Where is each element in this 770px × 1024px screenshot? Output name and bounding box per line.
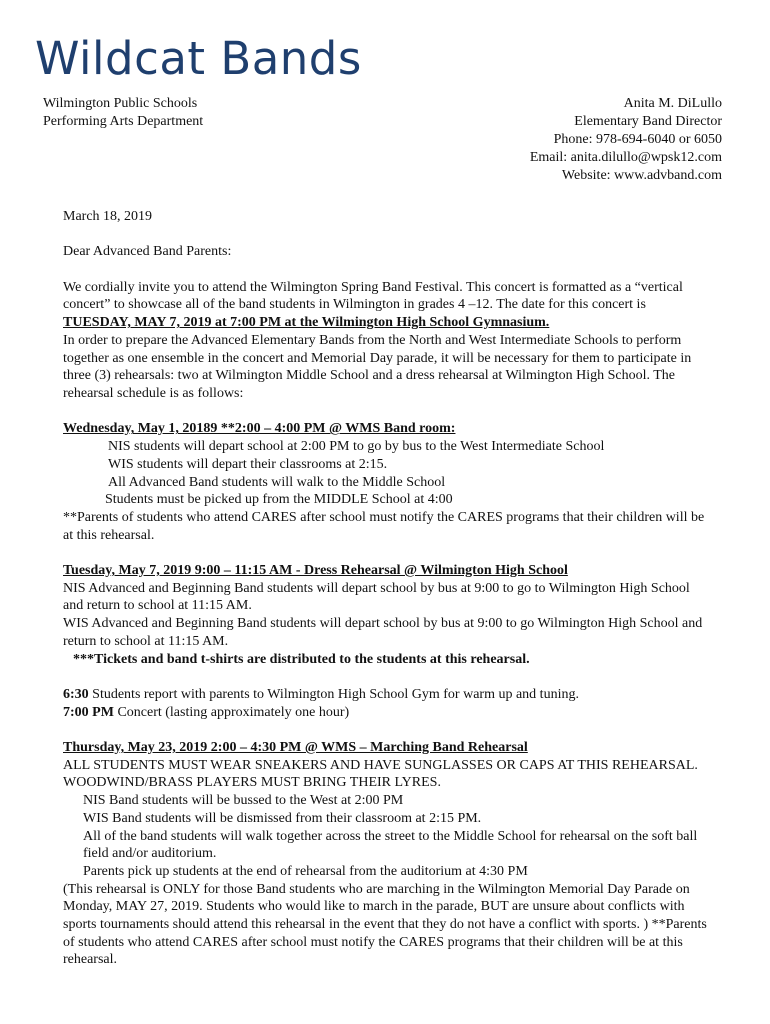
rehearsal3-item: WIS Band students will be dismissed from their classroom at 2:15 PM. bbox=[83, 810, 482, 826]
director-phone: Phone: 978-694-6040 or 6050 bbox=[553, 132, 722, 147]
rehearsal1-item: WIS students will depart their classrooms at 2:15. bbox=[108, 456, 388, 472]
director-email: Email: anita.dilullo@wpsk12.com bbox=[529, 150, 722, 165]
prep-paragraph: In order to prepare the Advanced Elementary Bands from the North and West Intermediate Schools to perform together as one ensemble in the concert and Memorial Day parade, it will be necessary for them to participate in three (3) rehearsals: two at Wilmington Middle School and a dress rehearsal at Wilmington High School. The rehearsal schedule is as follows: bbox=[63, 332, 692, 401]
rehearsal3-item: All of the band students will walk together across the street to the Middle School for rehearsal on the soft ball field and/or auditorium. bbox=[83, 828, 698, 862]
concert-start-time bbox=[63, 704, 713, 722]
concert-date-highlight: TUESDAY, MAY 7, 2019 at 7:00 PM at the Wilmington High School Gymnasium. bbox=[63, 315, 550, 331]
school-name: Wilmington Public Schools bbox=[43, 96, 198, 111]
intro-paragraph bbox=[63, 279, 713, 332]
rehearsal2-nis: NIS Advanced and Beginning Band students will depart school by bus at 9:00 to go to Wilmington High School and return to school at 11:15 AM. bbox=[63, 580, 690, 614]
director-website: Website: www.advband.com bbox=[561, 168, 722, 183]
rehearsal1-item: All Advanced Band students will walk to the Middle School bbox=[108, 474, 446, 490]
contact-info bbox=[530, 95, 722, 185]
rehearsal2-heading: Tuesday, May 7, 2019 9:00 – 11:15 AM - Dress Rehearsal @ Wilmington High School bbox=[63, 563, 568, 578]
rehearsal1-item: Students must be picked up from the MIDDLE School at 4:00 bbox=[105, 492, 453, 508]
call-time-text: Students report with parents to Wilmington High School Gym for warm up and tuning. bbox=[88, 686, 579, 702]
letter-date: March 18, 2019 bbox=[63, 209, 153, 224]
director-name: Anita M. DiLullo bbox=[623, 96, 722, 111]
school-info bbox=[43, 95, 203, 131]
rehearsal1-heading: Wednesday, May 1, 20189 **2:00 – 4:00 PM @ WMS Band room: bbox=[63, 421, 456, 437]
salutation: Dear Advanced Band Parents: bbox=[63, 244, 232, 260]
rehearsal2-wis: WIS Advanced and Beginning Band students will depart school by bus at 9:00 to go Wilmington High School and return to school at 11:15 AM. bbox=[63, 616, 703, 649]
rehearsal3-note: (This rehearsal is ONLY for those Band students who are marching in the Wilmington Memorial Day Parade on Monday, MAY 27, 2019. Students who would like to march in the parade, BUT are unsure about conflicts with sports tournaments should attend this rehearsal in the event that they do not have a conflict with sports. ) **Parents of students who attend CARES after school must notify the CARES programs that their children will be at this rehearsal. bbox=[63, 881, 707, 968]
intro-text: We cordially invite you to attend the Wilmington Spring Band Festival. This concert is formatted as a “vertical concert” to showcase all of the band students in Wilmington in grades 4 –12. The date for this concert is bbox=[63, 279, 683, 313]
start-time: 7:00 PM bbox=[63, 704, 114, 720]
rehearsal3-heading: Thursday, May 23, 2019 2:00 – 4:30 PM @ WMS – Marching Band Rehearsal bbox=[63, 740, 528, 755]
tickets-note: ***Tickets and band t-shirts are distributed to the students at this rehearsal. bbox=[73, 651, 530, 667]
rehearsal3-requirements: ALL STUDENTS MUST WEAR SNEAKERS AND HAVE SUNGLASSES OR CAPS AT THIS REHEARSAL. WOODWIND/BRASS PLAYERS MUST BRING THEIR LYRES. bbox=[63, 757, 698, 791]
concert-call-time bbox=[63, 686, 713, 704]
page-title: Wildcat Bands bbox=[35, 32, 362, 85]
rehearsal3-item: NIS Band students will be bussed to the West at 2:00 PM bbox=[83, 793, 404, 809]
rehearsal1-note: **Parents of students who attend CARES after school must notify the CARES programs that their children will be at this rehearsal. bbox=[63, 509, 705, 543]
department-name: Performing Arts Department bbox=[43, 114, 204, 129]
rehearsal3-item: Parents pick up students at the end of rehearsal from the auditorium at 4:30 PM bbox=[83, 863, 528, 879]
start-time-text: Concert (lasting approximately one hour) bbox=[113, 704, 350, 720]
call-time: 6:30 bbox=[63, 686, 89, 702]
letter-body bbox=[63, 208, 713, 969]
director-role: Elementary Band Director bbox=[574, 114, 722, 129]
rehearsal1-item: NIS students will depart school at 2:00 PM to go by bus to the West Intermediate School bbox=[108, 439, 605, 455]
